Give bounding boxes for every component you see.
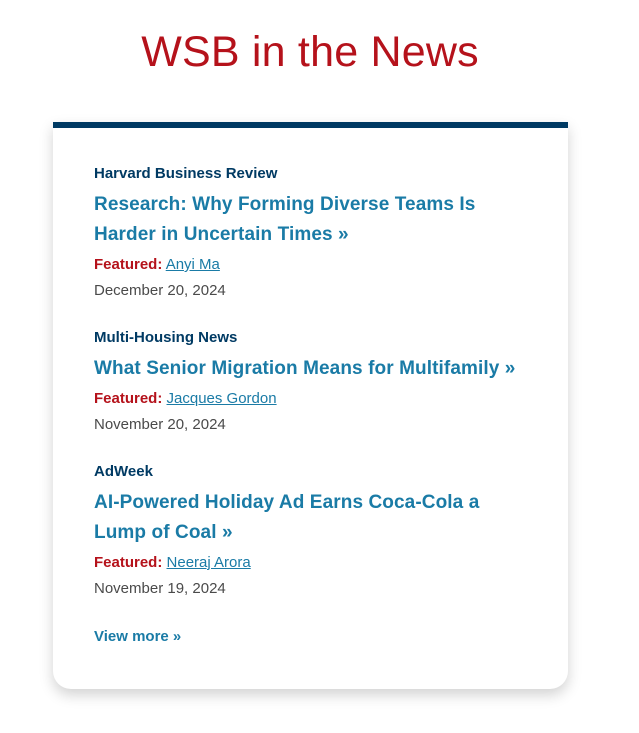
news-headline-link[interactable]: AI-Powered Holiday Ad Earns Coca-Cola a Lump of Coal » xyxy=(94,492,480,543)
featured-line xyxy=(94,388,528,410)
news-item xyxy=(94,164,528,302)
featured-person-link[interactable]: Jacques Gordon xyxy=(166,390,277,407)
featured-line xyxy=(94,254,528,276)
featured-person-link[interactable]: Anyi Ma xyxy=(165,256,220,273)
news-date: December 20, 2024 xyxy=(94,282,226,299)
news-item xyxy=(94,328,528,436)
news-source: AdWeek xyxy=(94,463,153,480)
news-item xyxy=(94,462,528,600)
news-headline-link[interactable]: What Senior Migration Means for Multifamily » xyxy=(94,358,516,379)
news-date: November 19, 2024 xyxy=(94,580,226,597)
news-source: Harvard Business Review xyxy=(94,165,278,182)
view-more-link[interactable]: View more » xyxy=(94,628,182,645)
news-source: Multi-Housing News xyxy=(94,329,238,346)
news-card xyxy=(53,122,568,689)
news-date: November 20, 2024 xyxy=(94,416,226,433)
featured-label: Featured: xyxy=(94,554,163,571)
news-headline-link[interactable]: Research: Why Forming Diverse Teams Is Harder in Uncertain Times » xyxy=(94,194,476,245)
page-title: WSB in the News xyxy=(141,28,479,76)
featured-label: Featured: xyxy=(94,256,163,273)
featured-person-link[interactable]: Neeraj Arora xyxy=(166,554,251,571)
featured-label: Featured: xyxy=(94,390,163,407)
featured-line xyxy=(94,552,528,574)
